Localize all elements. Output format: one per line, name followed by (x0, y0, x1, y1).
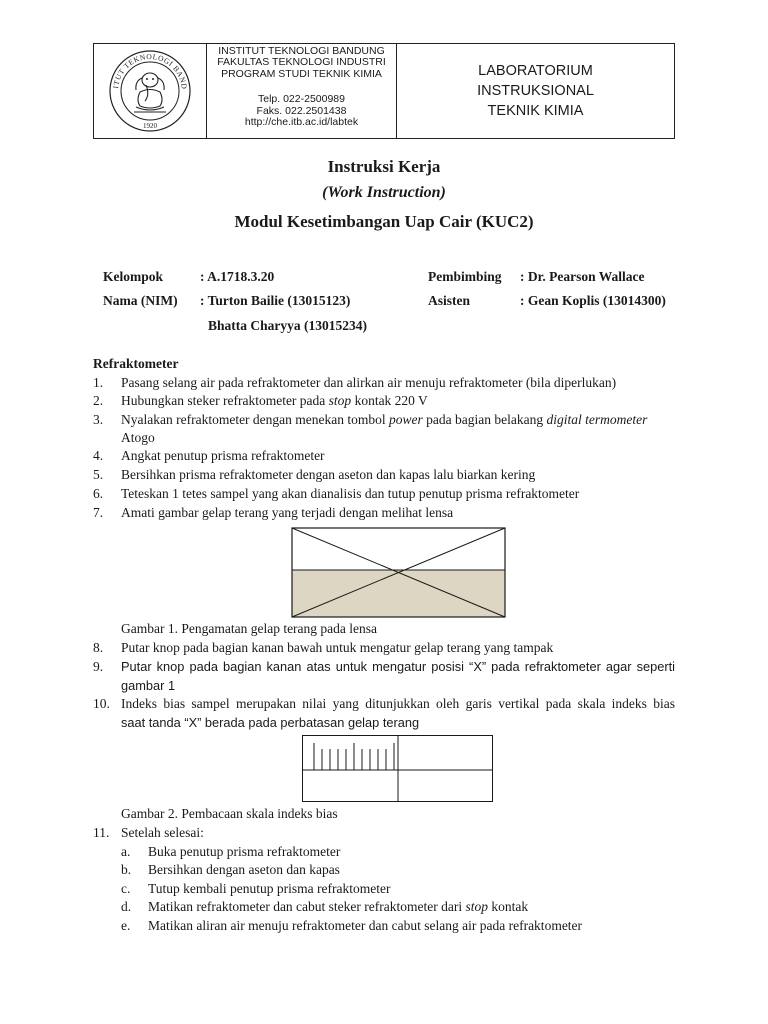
step-number: 5. (93, 467, 104, 482)
substep-letter: b. (121, 862, 132, 877)
step-text: gambar 1 (121, 678, 176, 693)
step-text: Putar knop pada bagian kanan bawah untuk mengatur gelap terang yang tampak (121, 640, 554, 655)
figure-2-index-scale (302, 735, 493, 802)
step-number: 6. (93, 486, 104, 501)
step-text: Angkat penutup prisma refraktometer (121, 448, 325, 463)
step-text: Putar knop pada bagian kanan atas untuk mengatur posisi “X” pada refraktometer agar seperti (121, 659, 675, 674)
nama-value-2: Bhatta Charyya (13015234) (208, 318, 367, 333)
step-text: Teteskan 1 tetes sampel yang akan dianalisis dan tutup penutup prisma refraktometer (121, 486, 580, 501)
figure-1-lens-view (291, 527, 506, 618)
itb-logo (94, 44, 206, 138)
letterhead (93, 43, 675, 139)
step-number: 8. (93, 640, 104, 655)
document-subtitle: (Work Instruction) (322, 184, 446, 201)
figure-2-caption: Gambar 2. Pembacaan skala indeks bias (121, 806, 338, 821)
scale-ticks (314, 743, 394, 770)
step-text: Pasang selang air pada refraktometer dan alirkan air menuju refraktometer (bila diperlukan) (121, 375, 617, 390)
lab-title-line: LABORATORIUM (478, 63, 593, 79)
svg-text:INSTITUT TEKNOLOGI BANDUNG: ITUT TEKNOLOGI BAND (111, 51, 190, 90)
step-text: saat tanda “X” berada pada perbatasan gelap terang (121, 715, 420, 730)
asisten-value: : Gean Koplis (13014300) (520, 293, 666, 308)
substep-letter: c. (121, 881, 131, 896)
step-number: 7. (93, 505, 104, 520)
substep-text: Buka penutup prisma refraktometer (148, 844, 341, 859)
nama-label: Nama (NIM) (103, 293, 178, 308)
lab-title-line: TEKNIK KIMIA (487, 103, 584, 119)
institution-line: FAKULTAS TEKNOLOGI INDUSTRI (217, 56, 386, 69)
substep-text: Matikan refraktometer dan cabut steker refraktometer dari stop kontak (148, 899, 529, 914)
document-title: Instruksi Kerja (327, 157, 441, 176)
step-number: 3. (93, 412, 104, 427)
section-title: Refraktometer (93, 356, 179, 371)
lab-title-line: INSTRUKSIONAL (477, 83, 594, 99)
institution-block (206, 44, 397, 138)
phone-number: Telp. 022-2500989 (258, 93, 345, 106)
kelompok-value: : A.1718.3.20 (200, 269, 275, 284)
module-title: Modul Kesetimbangan Uap Cair (KUC2) (234, 212, 534, 231)
fax-number: Faks. 022.2501438 (256, 104, 347, 117)
substep-letter: e. (121, 918, 131, 933)
step-text: Indeks bias sampel merupakan nilai yang ditunjukkan oleh garis vertikal pada skala indeks bias (121, 696, 675, 711)
institution-line: INSTITUT TEKNOLOGI BANDUNG (218, 45, 385, 57)
step-number: 10. (93, 696, 110, 711)
step-text: Amati gambar gelap terang yang terjadi dengan melihat lensa (121, 505, 454, 520)
step-number: 4. (93, 448, 104, 463)
svg-text:1920: 1920 (143, 122, 157, 130)
step-text: Atogo (121, 430, 155, 445)
substep-letter: d. (121, 899, 132, 914)
step-number: 9. (93, 659, 104, 674)
step-text: Hubungkan steker refraktometer pada stop kontak 220 V (121, 393, 428, 408)
substep-text: Tutup kembali penutup prisma refraktometer (148, 881, 391, 896)
website-url[interactable]: http://che.itb.ac.id/labtek (244, 116, 359, 129)
step-text: Nyalakan refraktometer dengan menekan tombol power pada bagian belakang digital termometer (121, 412, 648, 427)
step-number: 1. (93, 375, 104, 390)
substep-letter: a. (121, 844, 131, 859)
substep-text: Bersihkan dengan aseton dan kapas (148, 862, 340, 877)
step-text: Bersihkan prisma refraktometer dengan aseton dan kapas lalu biarkan kering (121, 467, 536, 482)
dark-field (292, 570, 505, 617)
lab-title (397, 44, 674, 138)
figure-1-caption: Gambar 1. Pengamatan gelap terang pada lensa (121, 621, 378, 636)
step-number: 11. (93, 825, 110, 840)
step-text: Setelah selesai: (121, 825, 204, 840)
pembimbing-label: Pembimbing (428, 269, 502, 284)
pembimbing-value: : Dr. Pearson Wallace (520, 269, 645, 284)
nama-value: : Turton Bailie (13015123) (200, 293, 351, 308)
kelompok-label: Kelompok (103, 269, 164, 284)
step-number: 2. (93, 393, 104, 408)
asisten-label: Asisten (428, 293, 471, 308)
substep-text: Matikan aliran air menuju refraktometer dan cabut selang air pada refraktometer (148, 918, 583, 933)
institution-line: PROGRAM STUDI TEKNIK KIMIA (221, 67, 382, 80)
